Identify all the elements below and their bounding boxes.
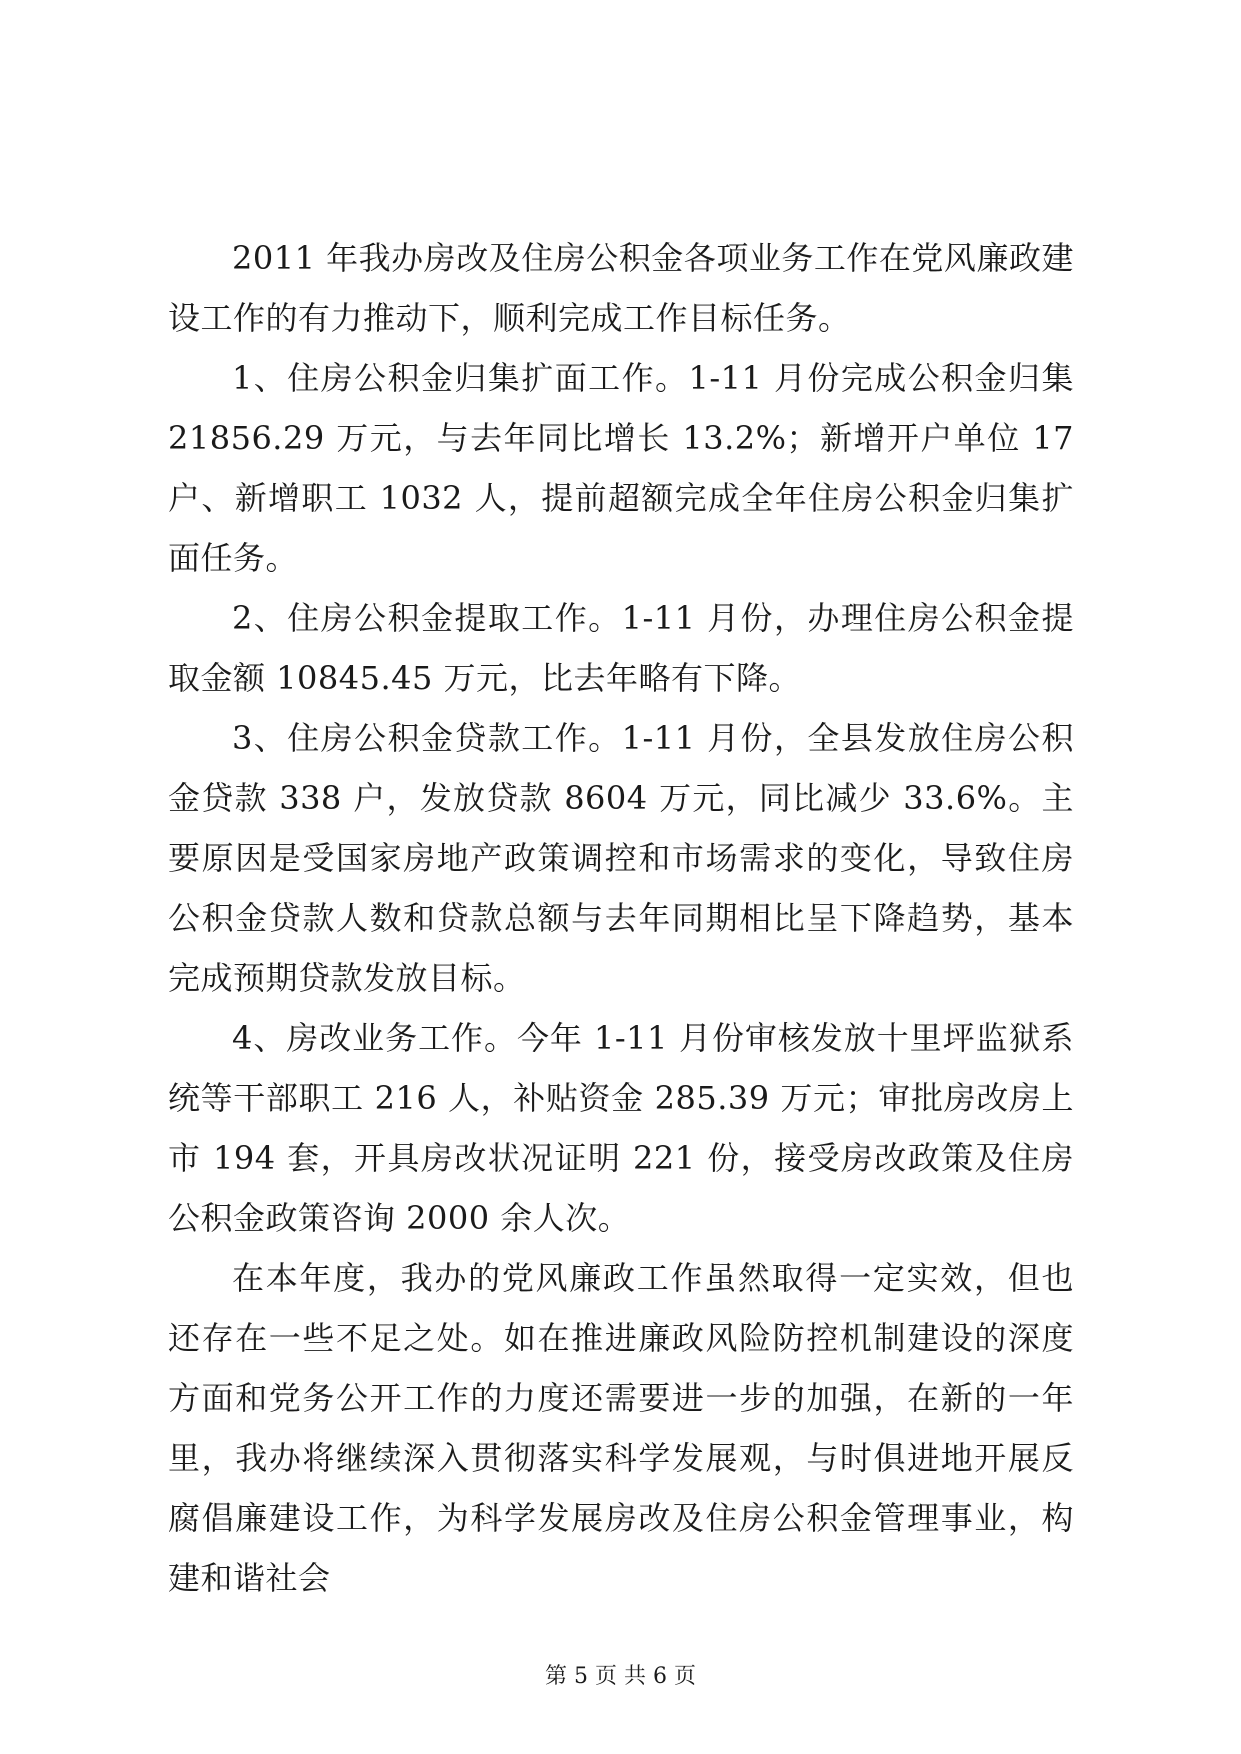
paragraph-shortcomings: 在本年度，我办的党风廉政工作虽然取得一定实效，但也还存在一些不足之处。如在推进廉政风险防控机制建设的深度方面和党务公开工作的力度还需要进一步的加强，在新的一年里，我办将继续深入贯彻落实科学发展观，与时俱进地开展反腐倡廉建设工作，为科学发展房改及住房公积金管理事业，构建和谐社会 (168, 1259, 1074, 1597)
paragraph-intro: 2011 年我办房改及住房公积金各项业务工作在党风廉政建设工作的有力推动下，顺利完成工作目标任务。 (168, 239, 1074, 337)
paragraph-fund-collection: 1、住房公积金归集扩面工作。1-11 月份完成公积金归集 21856.29 万元，与去年同比增长 13.2%；新增开户单位 17 户、新增职工 1032 人，提前超额完成全年住房公积金归集扩面任务。 (168, 359, 1074, 577)
paragraph-housing-reform: 4、房改业务工作。今年 1-11 月份审核发放十里坪监狱系统等干部职工 216 人，补贴资金 285.39 万元；审批房改房上市 194 套，开具房改状况证明 221 份，接受房改政策及住房公积金政策咨询 2000 余人次。 (168, 1019, 1074, 1237)
paragraph-fund-withdrawal: 2、住房公积金提取工作。1-11 月份，办理住房公积金提取金额 10845.45 万元，比去年略有下降。 (168, 599, 1074, 697)
document-body (168, 228, 1074, 1608)
paragraph-fund-loans: 3、住房公积金贷款工作。1-11 月份，全县发放住房公积金贷款 338 户，发放贷款 8604 万元，同比减少 33.6%。主要原因是受国家房地产政策调控和市场需求的变化，导致住房公积金贷款人数和贷款总额与去年同期相比呈下降趋势，基本完成预期贷款发放目标。 (168, 719, 1074, 997)
page-footer: 第 5 页 共 6 页 (545, 1664, 696, 1689)
